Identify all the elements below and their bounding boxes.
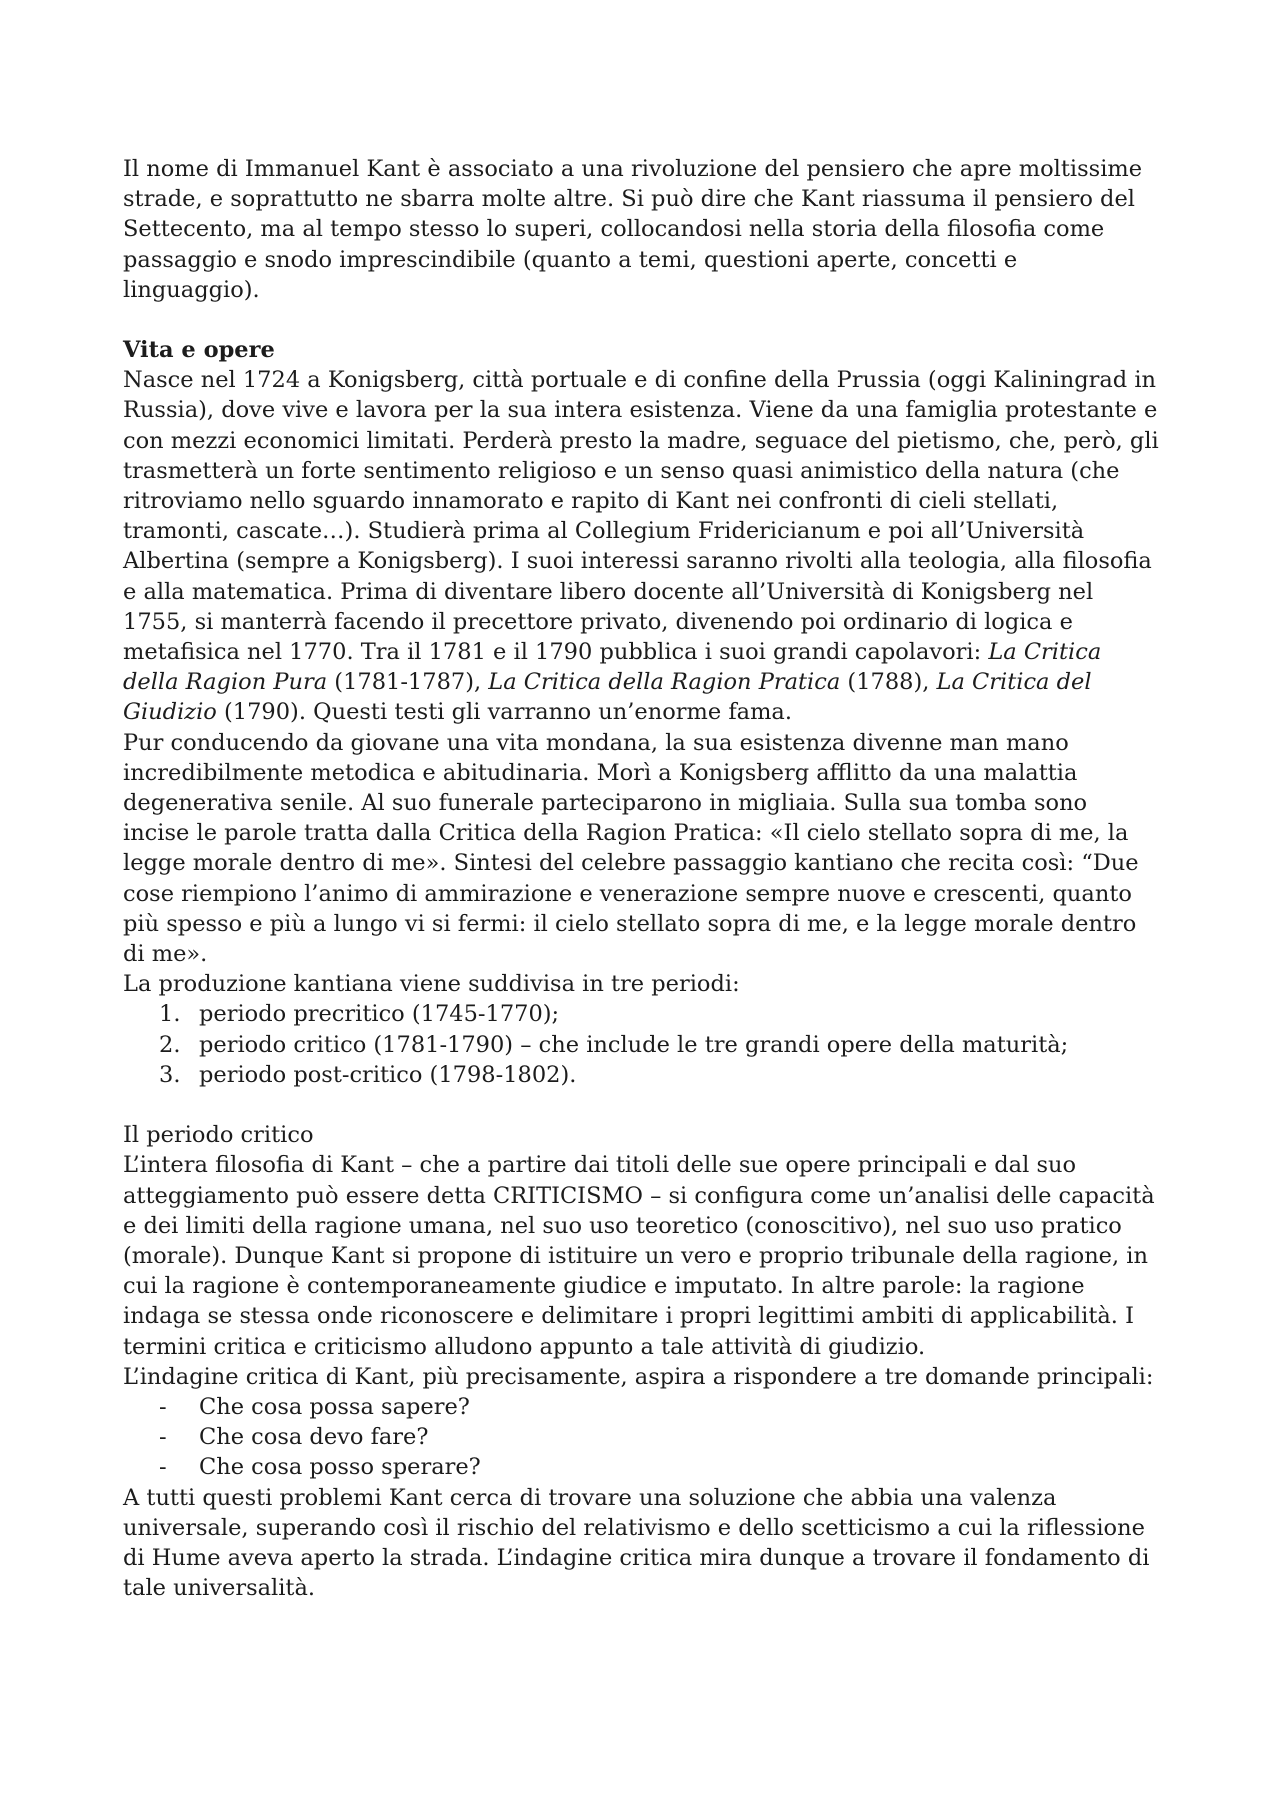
questions-list [123, 1392, 1160, 1483]
intro-paragraph: Il nome di Immanuel Kant è associato a una rivoluzione del pensiero che apre moltissime strade, e soprattutto ne sbarra molte altre. Si può dire che Kant riassuma il pensiero del Settecento, ma al tempo stesso lo superi, collocandosi nella storia della filosofia come passaggio e snodo imprescindibile (quanto a temi, questioni aperte, concetti e linguaggio). [123, 156, 1143, 303]
vita-paragraph-2: Pur conducendo da giovane una vita mondana, la sua esistenza divenne man mano incredibilmente metodica e abitudinaria. Morì a Konigsberg afflitto da una malattia degenerativa senile. Al suo funerale parteciparono in migliaia. Sulla sua tomba sono incise le parole tratta dalla Critica della Ragion Pratica: «Il cielo stellato sopra di me, la legge morale dentro di me». Sintesi del celebre passaggio kantiano che recita così: “Due cose riempiono l’animo di ammirazione e venerazione sempre nuove e crescenti, quanto più spesso e più a lungo vi si fermi: il cielo stellato sopra di me, e la legge morale dentro di me». [123, 729, 1139, 968]
list-item-text: periodo post-critico (1798-1802). [199, 1061, 577, 1088]
list-number: 1. [159, 1001, 181, 1028]
list-item [123, 1030, 1160, 1060]
list-item [123, 1060, 1160, 1090]
section-heading-critico: Il periodo critico [123, 1122, 314, 1149]
work-title-ragion-pratica: La Critica della Ragion Pratica [488, 669, 841, 696]
vita-text-a: Nasce nel 1724 a Konigsberg, città portuale e di confine della Prussia (oggi Kaliningrad in Russia), dove vive e lavora per la sua intera esistenza. Viene da una famiglia protestante e con mezzi economici limitati. Perderà presto la madre, seguace del pietismo, che, però, gli trasmetterà un forte sentimento religioso e un senso quasi animistico della natura (che ritroviamo nello sguardo innamorato e rapito di Kant nei confronti di cieli stellati, tramonti, cascate…). Studierà prima al Collegium Fridericianum e poi all’Università Albertina (sempre a Konigsberg). I suoi interessi saranno rivolti alla teologia, alla filosofia e alla matematica. Prima di diventare libero docente all’Università di Konigsberg nel 1755, si manterrà facendo il precettore privato, divenendo poi ordinario di logica e metafisica nel 1770. Tra il 1781 e il 1790 pubblica i suoi grandi capolavori: [123, 367, 1159, 666]
list-item-text: periodo critico (1781-1790) – che include le tre grandi opere della maturità; [199, 1031, 1069, 1058]
list-item [123, 1422, 1160, 1452]
list-item-text: Che cosa posso sperare? [199, 1454, 481, 1481]
paragraph-gap [123, 1090, 1160, 1120]
vita-text-c: (1788), [840, 669, 937, 696]
list-item-text: Che cosa possa sapere? [199, 1393, 470, 1420]
list-bullet: - [159, 1393, 167, 1420]
list-item [123, 999, 1160, 1029]
critico-paragraph-3: A tutti questi problemi Kant cerca di trovare una soluzione che abbia una valenza universale, superando così il rischio del relativismo e dello scetticismo a cui la riflessione di Hume aveva aperto la strada. L’indagine critica mira dunque a trovare il fondamento di tale universalità. [123, 1484, 1150, 1602]
vita-text-b: (1781-1787), [327, 669, 489, 696]
work-title-giudizio: La Critica del Giudizio [123, 669, 1092, 726]
work-title-ragion-pura: La Critica della Ragion Pura [123, 639, 1102, 696]
paragraph-gap [123, 305, 1160, 335]
list-number: 2. [159, 1031, 181, 1058]
list-bullet: - [159, 1424, 167, 1451]
list-item-text: Che cosa devo fare? [199, 1424, 429, 1451]
list-bullet: - [159, 1454, 167, 1481]
vita-paragraph-3: La produzione kantiana viene suddivisa in tre periodi: [123, 971, 740, 998]
list-number: 3. [159, 1061, 181, 1088]
section-heading-vita: Vita e opere [123, 337, 275, 364]
list-item-text: periodo precritico (1745-1770); [199, 1001, 560, 1028]
vita-paragraph-1 [123, 365, 1160, 727]
list-item [123, 1452, 1160, 1482]
critico-paragraph-1: L’intera filosofia di Kant – che a partire dai titoli delle sue opere principali e dal suo atteggiamento può essere detta CRITICISMO – si configura come un’analisi delle capacità e dei limiti della ragione umana, nel suo uso teoretico (conoscitivo), nel suo uso pratico (morale). Dunque Kant si propone di istituire un vero e proprio tribunale della ragione, in cui la ragione è contemporaneamente giudice e imputato. In altre parole: la ragione indaga se stessa onde riconoscere e delimitare i propri legittimi ambiti di applicabilità. I termini critica e criticismo alludono appunto a tale attività di giudizio. [123, 1152, 1155, 1360]
list-item [123, 1392, 1160, 1422]
critico-paragraph-2: L’indagine critica di Kant, più precisamente, aspira a rispondere a tre domande principali: [123, 1363, 1154, 1390]
vita-text-d: (1790). Questi testi gli varranno un’enorme fama. [216, 699, 792, 726]
periods-list [123, 999, 1160, 1090]
